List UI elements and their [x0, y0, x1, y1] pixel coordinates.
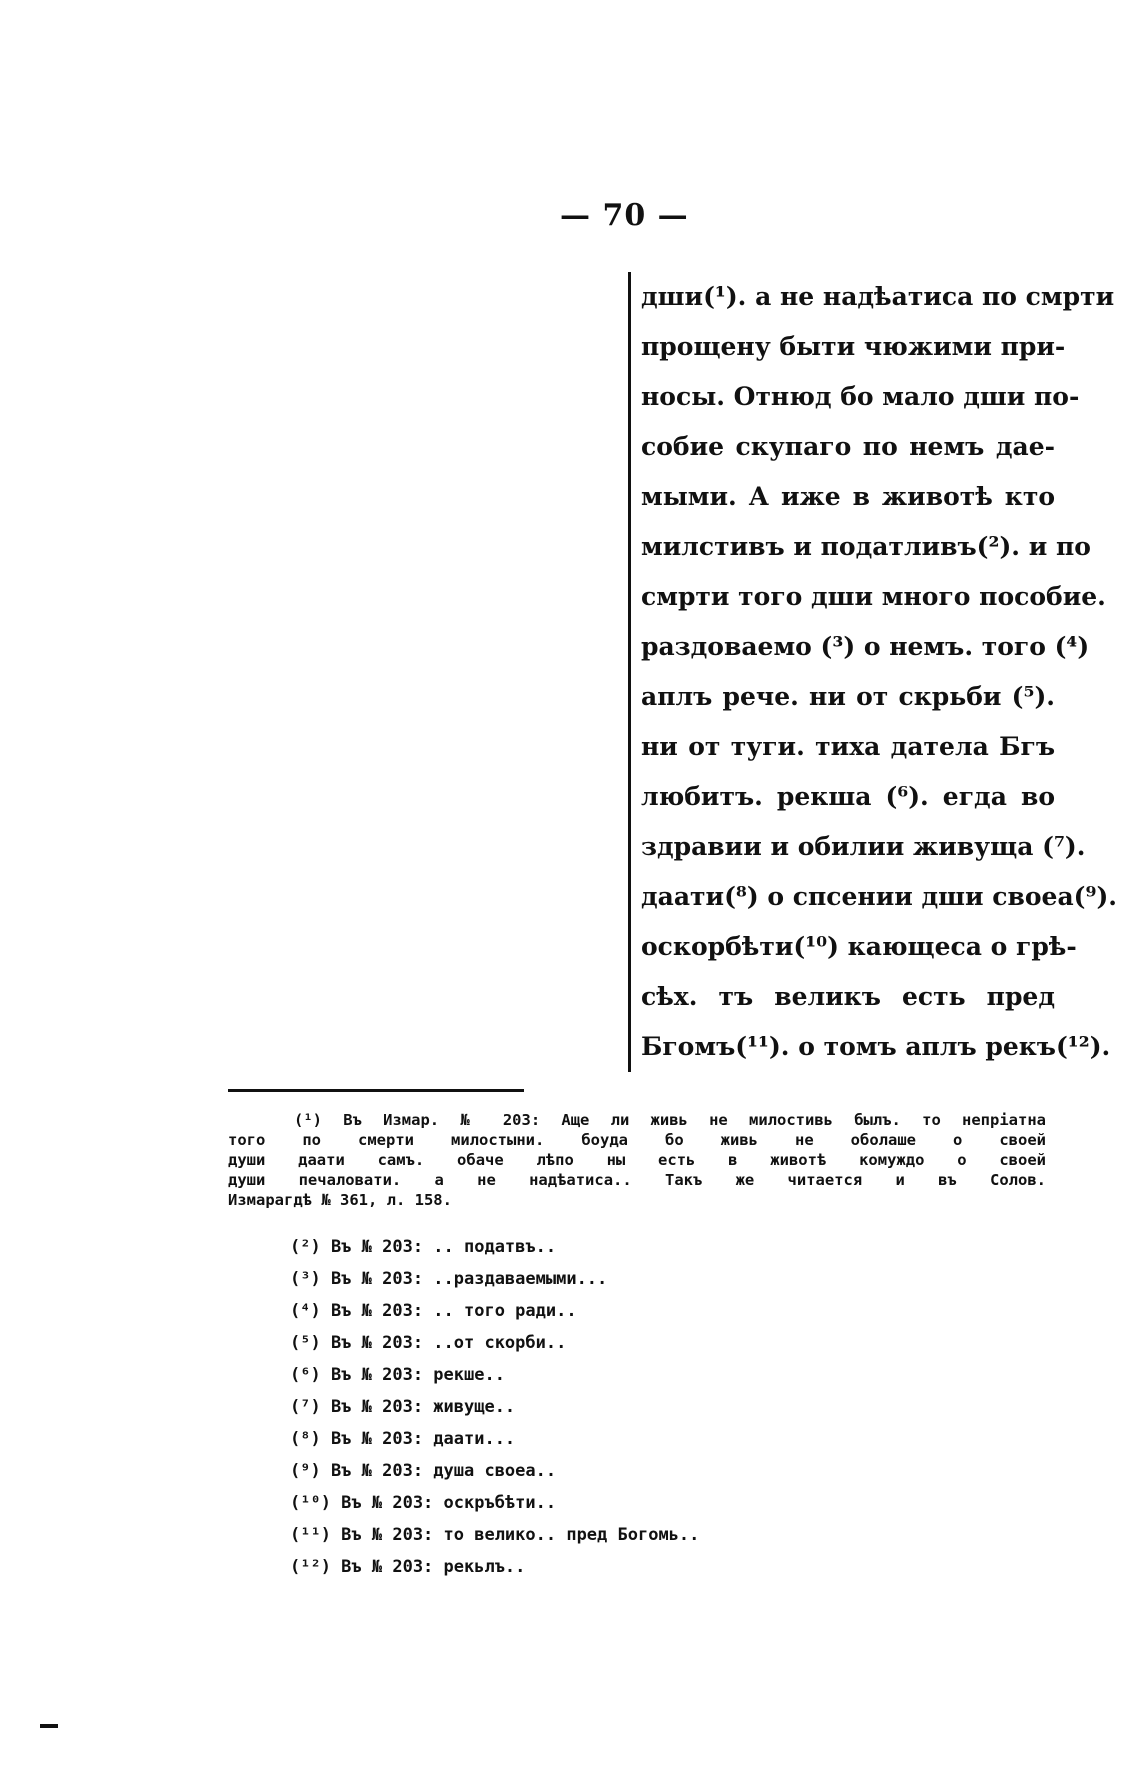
text-line: любитъ. рекша (⁶). егда во [641, 782, 1055, 811]
text-line: прощену быти чюжими при- [641, 332, 1066, 361]
footnote-item: (⁸) Въ № 203: даати... [290, 1429, 516, 1449]
text-line: сѣх. тъ великъ есть пред [641, 982, 1055, 1011]
text-line: здравии и обилии живуща (⁷). [641, 832, 1086, 861]
footnote-line: того по смерти милостыни. боуда бо живь не оболаше о своей [228, 1131, 1046, 1149]
text-line: аплъ рече. ни от скрьби (⁵). [641, 682, 1055, 711]
text-line: носы. Отнюд бо мало дши по- [641, 382, 1080, 411]
footnote-line: (¹) Въ Измар. № 203: Аще ли живь не милостивь былъ. то непрiатна [294, 1111, 1046, 1129]
footnote-line: Измарагдѣ № 361, л. 158. [228, 1191, 452, 1209]
text-line: Бгомъ(¹¹). о томъ аплъ рекъ(¹²). [641, 1032, 1111, 1061]
text-line: милстивъ и податливъ(²). и по [641, 532, 1091, 561]
footnote-list [290, 1231, 699, 1583]
text-line: оскорбѣти(¹⁰) кающеса о грѣ- [641, 932, 1077, 961]
footnote-item: (³) Въ № 203: ..раздаваемыми... [290, 1269, 608, 1289]
footnote-item: (¹¹) Въ № 203: то велико.. пред Богомь.. [290, 1525, 700, 1545]
footnote-item: (⁴) Въ № 203: .. того ради.. [290, 1301, 577, 1321]
text-line: собие скупаго по немъ дае- [641, 432, 1055, 461]
footnote-item: (⁵) Въ № 203: ..от скорби.. [290, 1333, 567, 1353]
footnote-item: (⁷) Въ № 203: живуще.. [290, 1397, 516, 1417]
footnote-item: (⁶) Въ № 203: рекше.. [290, 1365, 505, 1385]
footnote-line: души даати самъ. обаче лѣпо ны есть в животѣ комуждо о своей [228, 1151, 1046, 1169]
text-line: даати(⁸) о спсении дши своеа(⁹). [641, 882, 1117, 911]
margin-mark [40, 1724, 58, 1728]
text-line: ни от туги. тиха датела Бгъ [641, 732, 1055, 761]
footnote-line: души печаловати. а не надѣатиса.. Такъ же читается и въ Солов. [228, 1171, 1046, 1189]
page-number: — 70 — [560, 198, 689, 233]
text-line: мыми. А иже в животѣ кто [641, 482, 1055, 511]
text-line: раздоваемо (³) о немъ. того (⁴) [641, 632, 1090, 661]
footnote-item: (²) Въ № 203: .. податвъ.. [290, 1237, 557, 1257]
main-text-column [628, 272, 1117, 1072]
footnote-item: (⁹) Въ № 203: душа своеа.. [290, 1461, 557, 1481]
footnote-item: (¹²) Въ № 203: рекьлъ.. [290, 1557, 526, 1577]
footnote-divider [228, 1089, 524, 1092]
text-line: дши(¹). а не надѣатиса по смрти [641, 282, 1115, 311]
footnote-1 [228, 1110, 1046, 1210]
footnote-item: (¹⁰) Въ № 203: оскръбѣти.. [290, 1493, 557, 1513]
text-line: смрти того дши много пособие. [641, 582, 1106, 611]
